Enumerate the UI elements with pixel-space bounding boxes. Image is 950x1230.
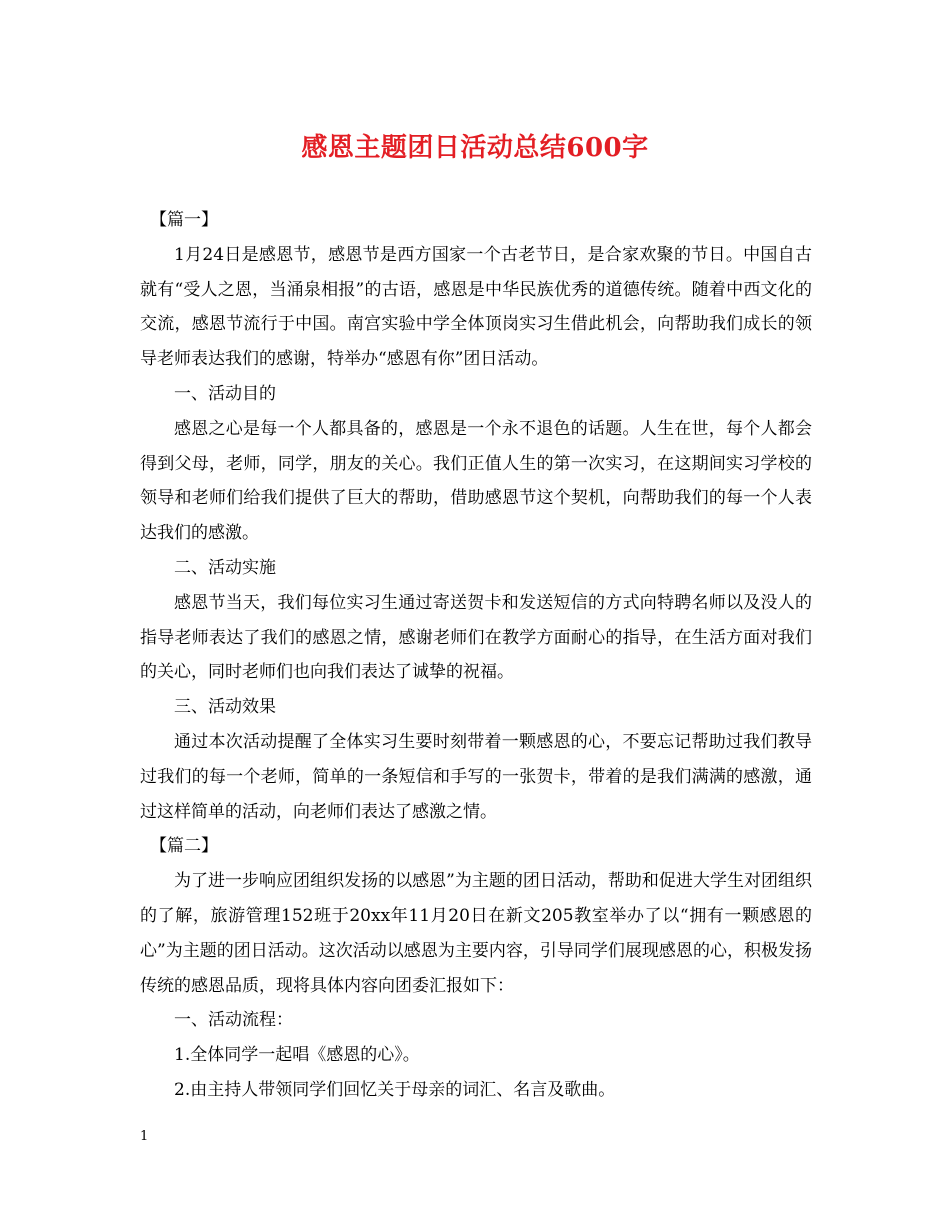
heading-activity-effect: 三、活动效果 bbox=[174, 697, 276, 718]
paragraph-effect: 通过本次活动提醒了全体实习生要时刻带着一颗感恩的心，不要忘记帮助过我们教导过我们的每一个老师，简单的一条短信和手写的一张贺卡，带着的是我们满满的感激，通过这样简单的活动，向老师们表达了感激之情。 bbox=[140, 731, 812, 822]
section-label-part-one: 【篇一】 bbox=[150, 210, 218, 230]
document-body bbox=[140, 203, 812, 1108]
heading-activity-purpose: 一、活动目的 bbox=[174, 383, 276, 404]
heading-activity-process: 一、活动流程： bbox=[174, 1010, 293, 1031]
heading-activity-implementation: 二、活动实施 bbox=[174, 557, 276, 578]
document-title: 感恩主题团日活动总结600字 bbox=[301, 133, 649, 163]
page-number: 1 bbox=[140, 1129, 149, 1144]
section-label-part-two: 【篇二】 bbox=[150, 836, 218, 857]
paragraph-part-two-intro: 为了进一步响应团组织发扬的以感恩”为主题的团日活动，帮助和促进大学生对团组织的了解，旅游管理152班于20xx年11月20日在新文205教室举办了以“拥有一颗感恩的心”为主题的团日活动。这次活动以感恩为主要内容，引导同学们展现感恩的心，积极发扬传统的感恩品质，现将具体内容向团委汇报如下： bbox=[140, 871, 812, 996]
paragraph-implementation: 感恩节当天，我们每位实习生通过寄送贺卡和发送短信的方式向特聘名师以及没人的指导老师表达了我们的感恩之情，感谢老师们在教学方面耐心的指导，在生活方面对我们的关心，同时老师们也向我们表达了诚挚的祝福。 bbox=[140, 592, 812, 683]
process-step-2: 2.由主持人带领同学们回忆关于母亲的词汇、名言及歌曲。 bbox=[174, 1079, 616, 1100]
process-step-1: 1.全体同学一起唱《感恩的心》。 bbox=[174, 1045, 420, 1066]
paragraph-purpose: 感恩之心是每一个人都具备的，感恩是一个永不退色的话题。人生在世，每个人都会得到父母，老师，同学，朋友的关心。我们正值人生的第一次实习，在这期间实习学校的领导和老师们给我们提供了巨大的帮助，借助感恩节这个契机，向帮助我们的每一个人表达我们的感激。 bbox=[140, 418, 812, 544]
paragraph-intro: 1月24日是感恩节，感恩节是西方国家一个古老节日，是合家欢聚的节日。中国自古就有“受人之恩，当涌泉相报”的古语，感恩是中华民族优秀的道德传统。随着中西文化的交流，感恩节流行于中国。南宫实验中学全体顶岗实习生借此机会，向帮助我们成长的领导老师表达我们的感谢，特举办“感恩有你”团日活动。 bbox=[140, 244, 812, 370]
